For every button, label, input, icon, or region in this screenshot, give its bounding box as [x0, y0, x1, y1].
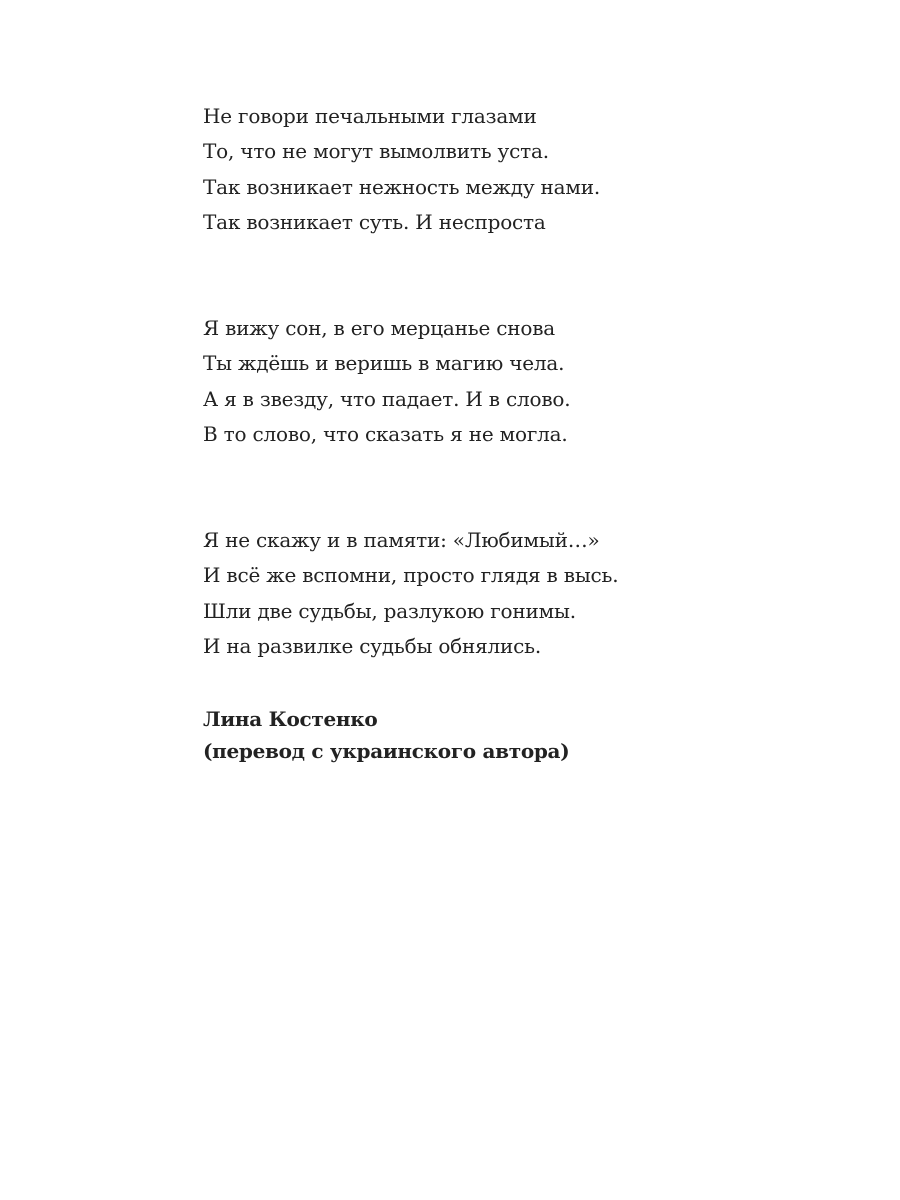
poem-line: Я не скажу и в памяти: «Любимый…»: [203, 528, 600, 552]
poem-line: А я в звезду, что падает. И в слово.: [203, 386, 571, 411]
stanza-3: [203, 523, 618, 664]
author-block: [203, 703, 569, 767]
poem-line: Ты ждёшь и веришь в магию чела.: [203, 351, 565, 376]
stanza-2: [203, 311, 570, 452]
poem-line: Шли две судьбы, разлукою гонимы.: [203, 598, 576, 623]
poem-line: И всё же вспомни, просто глядя в высь.: [203, 563, 619, 588]
poem-line: И на развилке судьбы обнялись.: [203, 633, 542, 658]
stanza-1: [203, 99, 600, 240]
poem-line: В то слово, что сказать я не могла.: [203, 421, 568, 446]
translation-note: (перевод с украинского автора): [203, 739, 570, 763]
poem-line: Так возникает суть. И неспроста: [203, 209, 546, 234]
poem-line: Не говори печальными глазами: [203, 104, 537, 128]
author-name: Лина Костенко: [203, 707, 378, 731]
poem-line: Так возникает нежность между нами.: [203, 174, 601, 199]
poem-line: То, что не могут вымолвить уста.: [203, 139, 549, 164]
poem-line: Я вижу сон, в его мерцанье снова: [203, 316, 555, 340]
